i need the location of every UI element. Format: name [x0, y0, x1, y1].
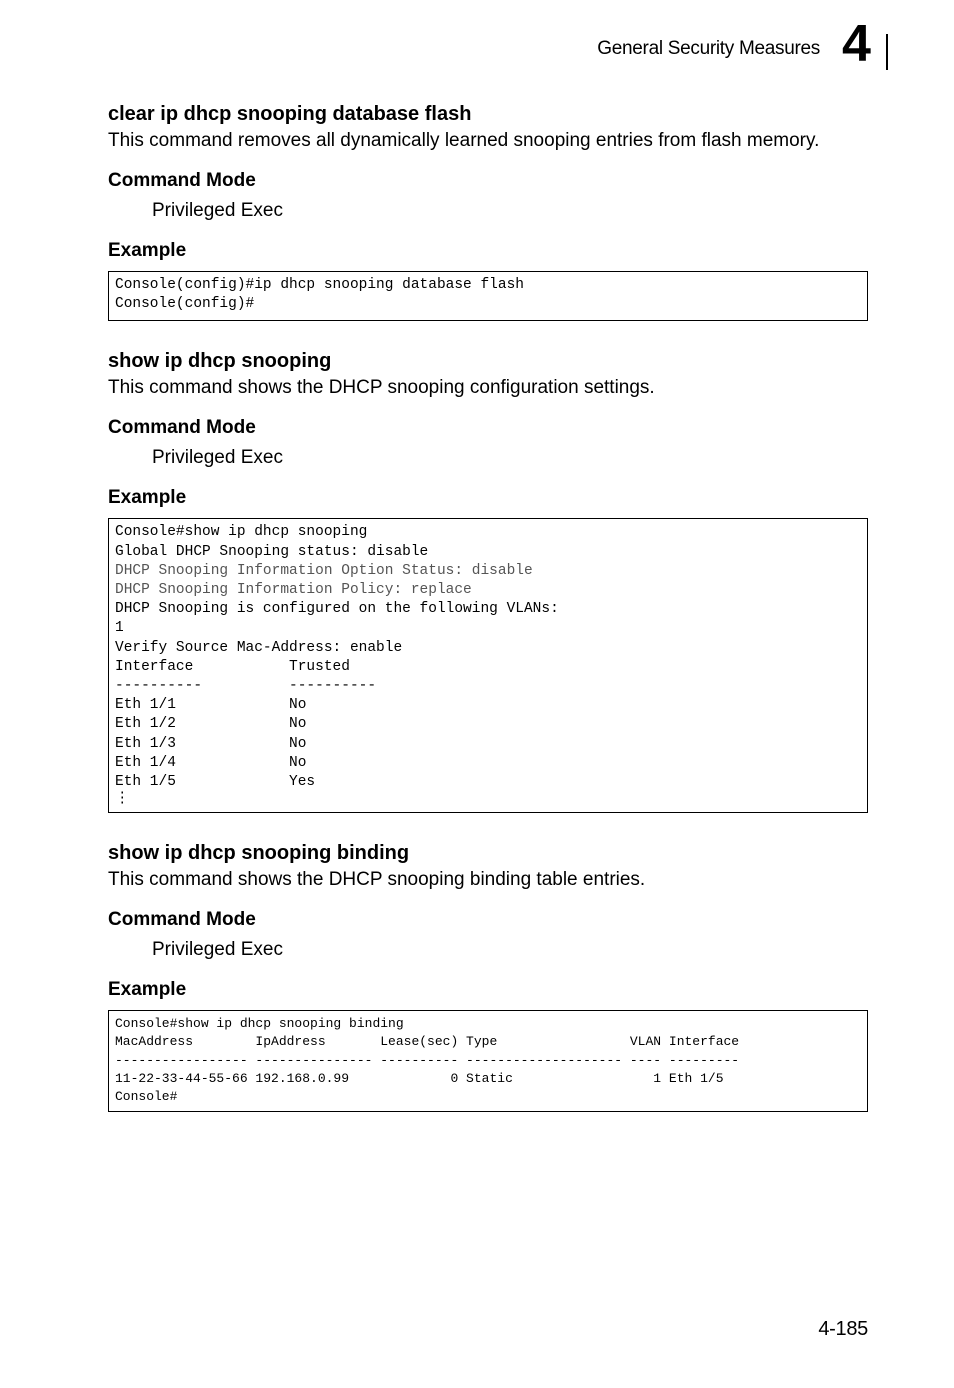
example-heading: Example [108, 240, 187, 261]
code-line: Eth 1/4 No [115, 754, 307, 771]
code-line: DHCP Snooping Information Option Status: disable [115, 562, 533, 579]
section-show-dhcp-snooping-binding [108, 839, 868, 1112]
code-line: Verify Source Mac-Address: enable [115, 639, 403, 656]
code-line: DHCP Snooping is configured on the following VLANs: [115, 601, 559, 618]
command-title: clear ip dhcp snooping database flash [108, 103, 472, 125]
page-content [108, 100, 868, 1138]
command-mode-value: Privileged Exec [152, 939, 283, 961]
chapter-divider [886, 34, 888, 70]
code-line: Eth 1/3 No [115, 735, 307, 752]
ellipsis-icon: ⋮ [115, 791, 130, 808]
code-line: DHCP Snooping Information Policy: replace [115, 582, 472, 599]
command-mode-value: Privileged Exec [152, 200, 283, 221]
section-clear-database-flash [108, 100, 868, 321]
code-line: Interface Trusted [115, 658, 350, 675]
command-title: show ip dhcp snooping [108, 350, 332, 373]
code-example [108, 518, 868, 813]
command-mode-value: Privileged Exec [152, 447, 283, 469]
command-mode-heading: Command Mode [108, 909, 256, 931]
page-number: 4-185 [818, 1318, 868, 1340]
code-example [108, 1010, 868, 1112]
code-line: MacAddress IpAddress Lease(sec) Type VLAN Interface [115, 1034, 740, 1050]
code-line: ---------- ---------- [115, 678, 377, 695]
code-line: Console(config)# [115, 296, 255, 313]
command-description: This command removes all dynamically learned snooping entries from flash memory. [108, 130, 820, 151]
code-line: Eth 1/2 No [115, 716, 307, 733]
code-line: Console#show ip dhcp snooping [115, 524, 368, 541]
code-line: 11-22-33-44-55-66 192.168.0.99 0 Static 1 Eth 1/5 [115, 1070, 724, 1086]
chapter-number: 4 [842, 15, 871, 73]
command-mode-heading: Command Mode [108, 170, 256, 191]
example-heading: Example [108, 487, 187, 509]
example-heading: Example [108, 979, 187, 1001]
code-line: Console#show ip dhcp snooping binding [115, 1016, 404, 1032]
running-header-title: General Security Measures [597, 38, 820, 59]
command-mode-heading: Command Mode [108, 417, 256, 439]
code-example [108, 271, 868, 321]
code-line: 1 [115, 620, 124, 637]
code-line: Console# [115, 1089, 178, 1105]
section-show-dhcp-snooping [108, 347, 868, 813]
code-line: Console(config)#ip dhcp snooping database flash [115, 277, 524, 293]
code-line: Eth 1/5 Yes [115, 774, 316, 791]
code-line: Global DHCP Snooping status: disable [115, 543, 429, 560]
code-line: ----------------- --------------- ---------- -------------------- ---- --------- [115, 1052, 740, 1068]
command-description: This command shows the DHCP snooping configuration settings. [108, 377, 655, 399]
code-line: Eth 1/1 No [115, 697, 307, 714]
command-title: show ip dhcp snooping binding [108, 842, 410, 865]
command-description: This command shows the DHCP snooping binding table entries. [108, 869, 646, 891]
